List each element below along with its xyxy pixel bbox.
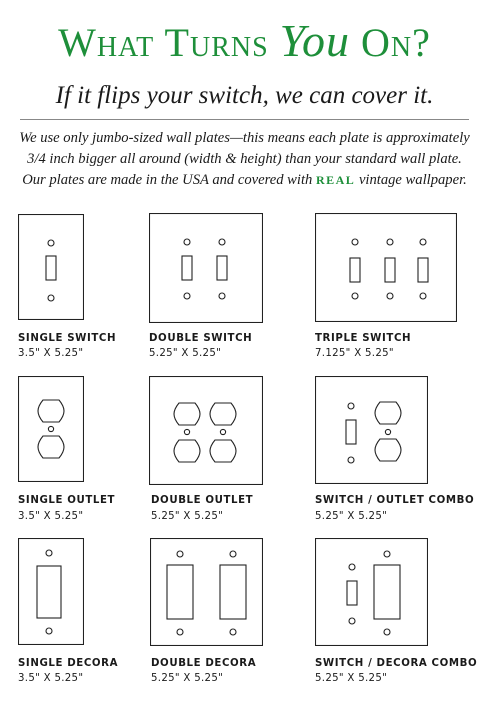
- plate-size: 7.125" X 5.25": [315, 348, 394, 359]
- plate-label: TRIPLE SWITCH: [315, 333, 412, 344]
- plate-size: 3.5" X 5.25": [18, 348, 84, 359]
- plate-label: DOUBLE DECORA: [151, 658, 257, 669]
- switch-decora-combo-plate: [315, 538, 428, 646]
- title-part1: What Turns: [58, 20, 269, 65]
- single-outlet-plate: [18, 376, 84, 482]
- switch-outlet-combo-plate: [315, 376, 428, 484]
- double-outlet-plate: [149, 376, 263, 485]
- divider: [20, 119, 469, 120]
- real-highlight: REAL: [315, 173, 356, 187]
- plate-size: 5.25" X 5.25": [151, 511, 224, 522]
- plate-label: SWITCH / OUTLET COMBO: [315, 495, 475, 506]
- title-part2: On?: [361, 20, 431, 65]
- plate-size: 5.25" X 5.25": [315, 673, 388, 684]
- plate-label: DOUBLE OUTLET: [151, 495, 254, 506]
- plate-size: 3.5" X 5.25": [18, 673, 84, 684]
- intro-line-2: 3/4 inch bigger all around (width & height) than your standard wall plate.: [27, 151, 462, 167]
- title-you: You: [279, 15, 351, 66]
- plate-size: 5.25" X 5.25": [149, 348, 222, 359]
- plate-size: 5.25" X 5.25": [151, 673, 224, 684]
- double-switch-plate: [149, 213, 263, 323]
- plate-label: SWITCH / DECORA COMBO: [315, 658, 478, 669]
- plate-size: 5.25" X 5.25": [315, 511, 388, 522]
- double-decora-plate: [150, 538, 263, 646]
- single-switch-plate: [18, 214, 84, 320]
- plate-size: 3.5" X 5.25": [18, 511, 84, 522]
- single-decora-plate: [18, 538, 84, 645]
- intro-line-3: [8, 170, 481, 191]
- intro-text: [8, 128, 481, 191]
- plate-label: SINGLE DECORA: [18, 658, 119, 669]
- intro-line-1: We use only jumbo-sized wall plates—this means each plate is approximately: [19, 130, 470, 146]
- intro-line-3b: vintage wallpaper.: [358, 172, 467, 188]
- intro-line-3a: Our plates are made in the USA and covered with: [22, 172, 313, 188]
- triple-switch-plate: [315, 213, 457, 322]
- plate-label: DOUBLE SWITCH: [149, 333, 253, 344]
- plate-label: SINGLE OUTLET: [18, 495, 116, 506]
- subtitle: If it flips your switch, we can cover it.: [55, 82, 434, 109]
- page-title: [0, 14, 489, 67]
- plate-label: SINGLE SWITCH: [18, 333, 117, 344]
